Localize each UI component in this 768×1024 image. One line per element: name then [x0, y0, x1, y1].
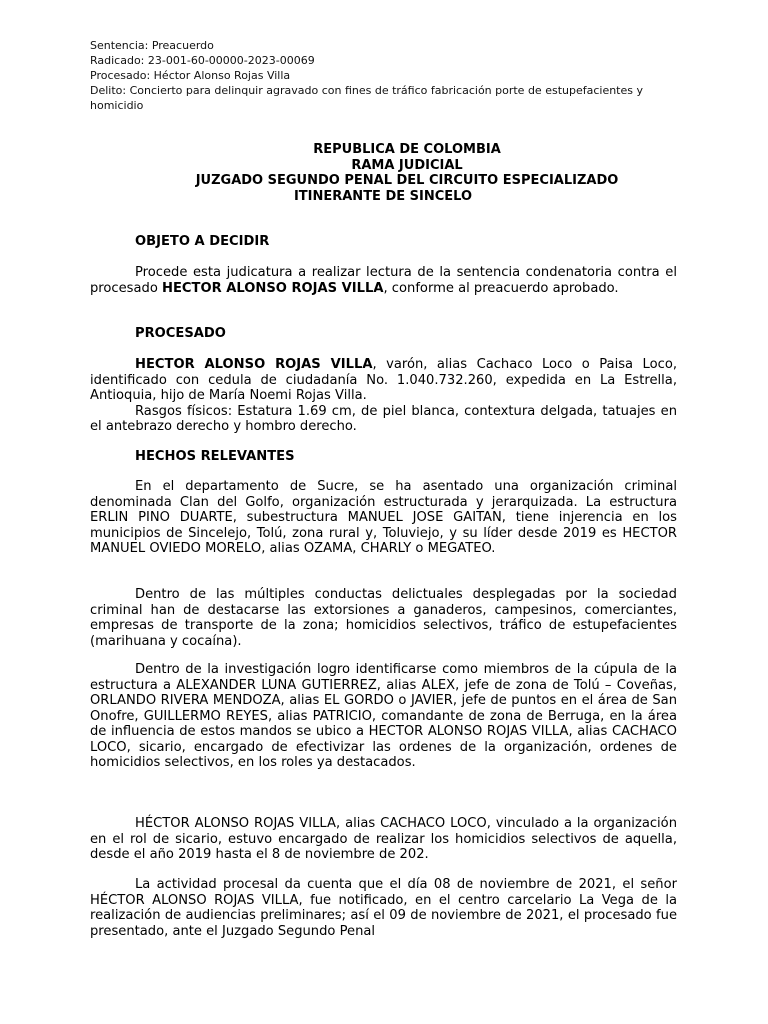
objeto-text-a: Procede esta judicatura a realizar lectura de la sentencia condenatoria contra el procesado — [90, 265, 677, 296]
heading-objeto: OBJETO A DECIDIR — [135, 234, 270, 249]
title-line-2: RAMA JUDICIAL — [351, 157, 463, 173]
header-delito: Delito: Concierto para delinquir agravado con fines de tráfico fabricación porte de estupefacientes y homicidio — [90, 84, 644, 112]
title-line-1: REPUBLICA DE COLOMBIA — [313, 142, 501, 157]
header-sentencia: Sentencia: Preacuerdo — [90, 39, 214, 52]
procesado-paragraph — [90, 357, 677, 435]
hechos-p3-text: Dentro de la investigación logro identificarse como miembros de la cúpula de la estructura a ALEXANDER LUNA GUTIERREZ, alias ALEX, jefe de zona de Tolú – Coveñas, ORLANDO RIVERA MENDOZA, alias EL GORDO o JAVIER, jefe de puntos en el área de San Onofre, GUILLERMO REYES, alias PATRICIO, comandante de zona de Berruga, en la área de influencia de estos mandos se ubico a HECTOR ALONSO ROJAS VILLA, alias CACHACO LOCO, sicario, encargado de efectivizar las ordenes de la organización, ordenes de homicidios selectivos, en los roles ya destacados. — [90, 662, 677, 770]
hechos-p2-text: Dentro de las múltiples conductas delictuales desplegadas por la sociedad criminal han de destacarse las extorsiones a ganaderos, campesinos, comerciantes, empresas de transporte de la zona; homicidios selectivos, tráfico de estupefacientes (marihuana y cocaína). — [90, 587, 677, 649]
title-line-3: JUZGADO SEGUNDO PENAL DEL CIRCUITO ESPECIALIZADO — [195, 173, 619, 188]
procesado-name: HECTOR ALONSO ROJAS VILLA — [135, 357, 373, 372]
header-radicado: Radicado: 23-001-60-00000-2023-00069 — [90, 54, 315, 67]
hechos-paragraph-1 — [90, 479, 677, 557]
heading-hechos: HECHOS RELEVANTES — [135, 449, 295, 464]
document-header — [90, 38, 690, 113]
hechos-paragraph-5 — [90, 877, 677, 939]
hechos-p4-text: HÉCTOR ALONSO ROJAS VILLA, alias CACHACO LOCO, vinculado a la organización en el rol de sicario, estuvo encargado de realizar los homicidios selectivos de aquella, desde el año 2019 hasta el 8 de noviembre de 202. — [90, 816, 677, 862]
hechos-paragraph-4 — [90, 816, 677, 863]
procesado-text: , varón, alias Cachaco Loco o Paisa Loco, identificado con cedula de ciudadanía No. 1.040.732.260, expedida en La Estrella, Antioquia, hijo de María Noemi Rojas Villa. — [90, 357, 677, 403]
rasgos-paragraph: Rasgos físicos: Estatura 1.69 cm, de piel blanca, contextura delgada, tatuajes en el antebrazo derecho y hombro derecho. — [90, 403, 677, 434]
document-title — [90, 142, 724, 204]
objeto-name: HECTOR ALONSO ROJAS VILLA — [162, 280, 384, 296]
hechos-paragraph-2 — [90, 587, 677, 649]
objeto-paragraph — [90, 265, 677, 296]
hechos-p5-text: La actividad procesal da cuenta que el día 08 de noviembre de 2021, el señor HÉCTOR ALONSO ROJAS VILLA, fue notificado, en el centro carcelario La Vega de la realización de audiencias preliminares; así el 09 de noviembre de 2021, el procesado fue presentado, ante el Juzgado Segundo Penal — [90, 877, 677, 939]
objeto-text-b: , conforme al preacuerdo aprobado. — [383, 280, 619, 296]
hechos-paragraph-3 — [90, 662, 677, 771]
title-line-4: ITINERANTE DE SINCELO — [293, 188, 473, 204]
heading-procesado: PROCESADO — [135, 326, 226, 341]
header-procesado: Procesado: Héctor Alonso Rojas Villa — [90, 69, 291, 82]
hechos-p1-text: En el departamento de Sucre, se ha asentado una organización criminal denominada Clan del Golfo, organización estructurada y jerarquizada. La estructura ERLIN PINO DUARTE, subestructura MANUEL JOSE GAITAN, tiene injerencia en los municipios de Sincelejo, Tolú, zona rural y, Toluviejo, y su líder desde 2019 es HECTOR MANUEL OVIEDO MORELO, alias OZAMA, CHARLY o MEGATEO. — [90, 479, 677, 556]
